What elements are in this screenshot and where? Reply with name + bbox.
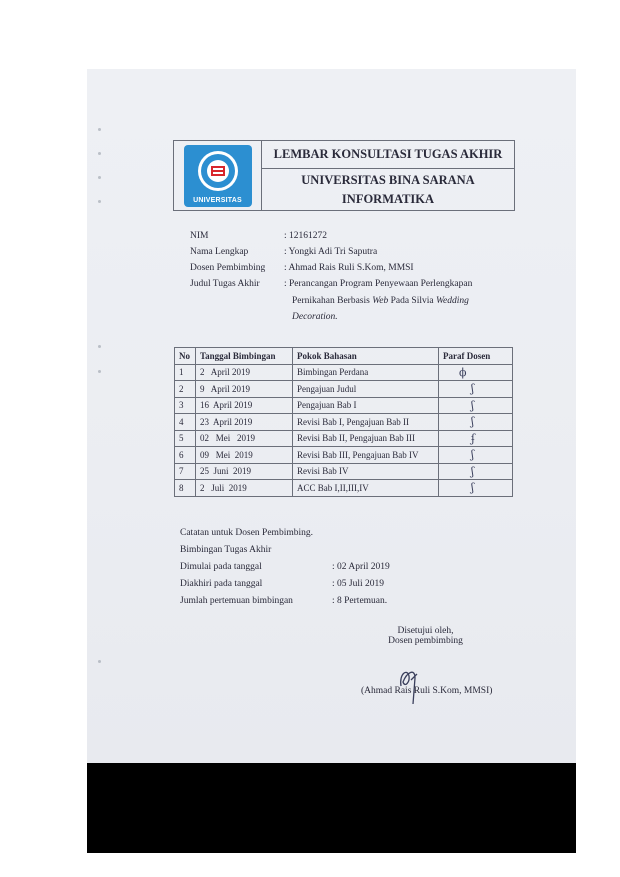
- punch-hole: [98, 660, 101, 663]
- table-row: [175, 381, 513, 398]
- column-header-signature: Paraf Dosen: [439, 348, 513, 365]
- cell-date: 25 Juni 2019: [196, 463, 293, 480]
- thesis-title-row: [190, 276, 484, 326]
- cell-signature: [439, 381, 513, 398]
- approval-line-2: Dosen pembimbing: [388, 636, 463, 646]
- name-row: [190, 244, 484, 260]
- notes-section: [180, 524, 390, 610]
- initial-signature-icon: ʄ: [471, 431, 476, 445]
- cell-signature: [439, 480, 513, 497]
- notes-subheading: Bimbingan Tugas Akhir: [180, 544, 272, 555]
- approver-name: (Ahmad Rais Ruli S.Kom, MMSI): [361, 686, 493, 696]
- cell-topic: Revisi Bab IV: [293, 463, 439, 480]
- advisor-signature-icon: [395, 660, 425, 708]
- cell-no: 6: [175, 447, 196, 464]
- start-label: Dimulai pada tanggal: [180, 561, 262, 572]
- cell-topic: Revisi Bab III, Pengajuan Bab IV: [293, 447, 439, 464]
- table-row: [175, 480, 513, 497]
- title-cell: [262, 141, 514, 210]
- initial-signature-icon: ʃ: [471, 481, 474, 495]
- thesis-title-line-1: : Perancangan Program Penyewaan Perlengkapan: [284, 279, 473, 289]
- punch-hole: [98, 345, 101, 348]
- table-header-row: [175, 348, 513, 365]
- nim-row: [190, 228, 484, 244]
- cell-date: 23 April 2019: [196, 414, 293, 431]
- cell-topic: Pengajuan Bab I: [293, 397, 439, 414]
- cell-no: 8: [175, 480, 196, 497]
- cell-no: 7: [175, 463, 196, 480]
- column-header-no: No: [175, 348, 196, 365]
- cell-signature: [439, 447, 513, 464]
- cell-no: 3: [175, 397, 196, 414]
- approval-block: [358, 626, 498, 646]
- cell-date: 02 Mei 2019: [196, 430, 293, 447]
- cell-date: 2 April 2019: [196, 364, 293, 381]
- institution-line-1: UNIVERSITAS BINA SARANA: [301, 172, 475, 187]
- black-scan-border: [87, 763, 576, 853]
- advisor-row: [190, 260, 484, 276]
- advisor-label: Dosen Pembimbing: [190, 263, 266, 273]
- thesis-title-line-3: Decoration.: [292, 312, 338, 322]
- cell-date: 9 April 2019: [196, 381, 293, 398]
- end-value: : 05 Juli 2019: [332, 579, 384, 590]
- punch-hole: [98, 128, 101, 131]
- cell-no: 1: [175, 364, 196, 381]
- thesis-title-line-2: Pernikahan Berbasis Web Pada Silvia Wedding: [292, 295, 469, 306]
- document-title: LEMBAR KONSULTASI TUGAS AKHIR: [262, 141, 514, 169]
- logo-text: UNIVERSITAS: [193, 196, 242, 204]
- nim-value: : 12161272: [284, 231, 328, 241]
- nim-label: NIM: [190, 231, 209, 241]
- count-label: Jumlah pertemuan bimbingan: [180, 596, 293, 607]
- cell-signature: [439, 414, 513, 431]
- cell-signature: [439, 364, 513, 381]
- punch-hole: [98, 370, 101, 373]
- end-row: [180, 576, 390, 593]
- cell-topic: ACC Bab I,II,III,IV: [293, 480, 439, 497]
- start-value: : 02 April 2019: [332, 561, 390, 572]
- table-row: [175, 447, 513, 464]
- name-value: : Yongki Adi Tri Saputra: [284, 247, 378, 257]
- cell-topic: Bimbingan Perdana: [293, 364, 439, 381]
- consultation-table: [174, 347, 513, 497]
- document-header: [173, 140, 515, 211]
- student-info: [190, 228, 484, 326]
- advisor-value: : Ahmad Rais Ruli S.Kom, MMSI: [284, 263, 414, 273]
- count-row: [180, 593, 390, 610]
- table-row: [175, 463, 513, 480]
- notes-heading: Catatan untuk Dosen Pembimbing.: [180, 527, 313, 538]
- cell-topic: Revisi Bab I, Pengajuan Bab II: [293, 414, 439, 431]
- start-row: [180, 558, 390, 575]
- university-logo: [184, 145, 252, 207]
- cell-signature: [439, 463, 513, 480]
- column-header-topic: Pokok Bahasan: [293, 348, 439, 365]
- column-header-date: Tanggal Bimbingan: [196, 348, 293, 365]
- cell-date: 09 Mei 2019: [196, 447, 293, 464]
- initial-signature-icon: ʃ: [471, 398, 474, 412]
- cell-topic: Pengajuan Judul: [293, 381, 439, 398]
- initial-signature-icon: ϕ: [459, 365, 467, 379]
- name-label: Nama Lengkap: [190, 247, 249, 257]
- punch-hole: [98, 176, 101, 179]
- table-row: [175, 397, 513, 414]
- count-value: : 8 Pertemuan.: [332, 596, 388, 607]
- table-row: [175, 414, 513, 431]
- initial-signature-icon: ʃ: [471, 448, 474, 462]
- thesis-title-label: Judul Tugas Akhir: [190, 279, 260, 289]
- cell-date: 16 April 2019: [196, 397, 293, 414]
- cell-no: 5: [175, 430, 196, 447]
- cell-topic: Revisi Bab II, Pengajuan Bab III: [293, 430, 439, 447]
- initial-signature-icon: ʃ: [471, 382, 474, 396]
- cell-date: 2 Juli 2019: [196, 480, 293, 497]
- table-row: [175, 430, 513, 447]
- cell-no: 4: [175, 414, 196, 431]
- initial-signature-icon: ʃ: [471, 464, 474, 478]
- cell-no: 2: [175, 381, 196, 398]
- institution-name: [262, 169, 514, 210]
- approval-line-1: Disetujui oleh,: [397, 626, 454, 636]
- logo-cell: [174, 141, 262, 210]
- table-row: [175, 364, 513, 381]
- cell-signature: [439, 430, 513, 447]
- punch-hole: [98, 200, 101, 203]
- initial-signature-icon: ʃ: [471, 415, 474, 429]
- punch-hole: [98, 152, 101, 155]
- end-label: Diakhiri pada tanggal: [180, 579, 263, 590]
- cell-signature: [439, 397, 513, 414]
- thesis-title-value: [284, 276, 484, 326]
- institution-line-2: INFORMATIKA: [341, 191, 435, 206]
- table-body: [175, 364, 513, 496]
